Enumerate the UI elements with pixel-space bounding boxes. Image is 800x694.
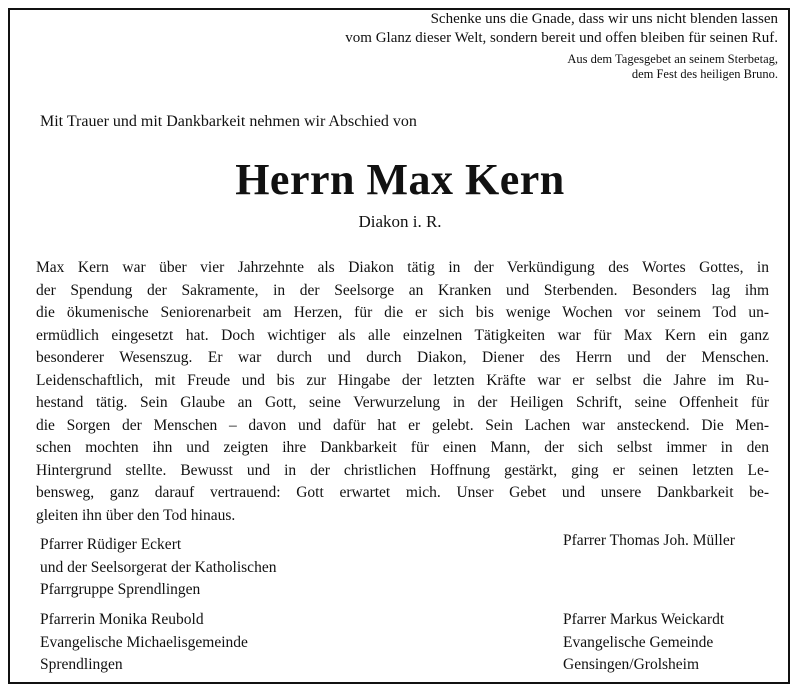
body-line: der Spendung der Sakramente, in der Seelsorge an Kranken und Sterbenden. Besonders lag ihm [36, 281, 769, 299]
deceased-name: Herrn Max Kern [235, 155, 565, 204]
signatory-line: Pfarrer Markus Weickardt [563, 611, 725, 628]
motto-source-line: dem Fest des heiligen Bruno. [631, 67, 778, 81]
signatory-line: Sprendlingen [40, 656, 123, 673]
body-line: Max Kern war über vier Jahrzehnte als Diakon tätig in der Verkündigung des Wortes Gottes, in [36, 259, 769, 276]
body-line: besonderer Wesenszug. Er war durch und durch Diakon, Diener des Herrn und der Menschen. [36, 349, 769, 366]
body-line: bensweg, ganz darauf vertrauend: Gott erwartet mich. Unser Gebet und unsere Dankbarkeit be- [36, 484, 769, 501]
signatory-weickardt [563, 609, 724, 677]
signatory-line: Pfarrer Thomas Joh. Müller [563, 532, 735, 549]
motto-quote [345, 10, 778, 48]
motto-line: vom Glanz dieser Welt, sondern bereit und offen bleiben für seinen Ruf. [345, 30, 778, 46]
body-line: die Sorgen der Menschen – davon und dafür hat er gelebt. Sein Lachen war ansteckend. Die Men- [36, 416, 769, 434]
signatory-line: Evangelische Gemeinde [563, 633, 714, 651]
body-line: Hintergrund stellte. Bewusst und in der christlichen Hoffnung gestärkt, ging er seinen letzten Le- [36, 461, 769, 479]
body-line: schen mochten ihn und zeigten ihre Dankbarkeit für einen Mann, der sich selbst immer in den [36, 439, 769, 456]
body-line: die ökumenische Seniorenarbeit am Herzen, für die er sich bis wenige Wochen vor seinem Tod un- [36, 304, 769, 321]
motto-source [567, 52, 778, 82]
body-line: Leidenschaftlich, mit Freude und bis zur Hingabe der letzten Kräfte war er selbst die Jahre im Ru- [36, 371, 769, 389]
signatory-mueller [563, 530, 735, 553]
signatory-line: Evangelische Michaelisgemeinde [40, 633, 248, 651]
signatory-reubold [40, 609, 248, 677]
body-line: hestand tätig. Sein Glaube an Gott, seine Verwurzelung in der Heiligen Schrift, seine Offenheit für [36, 394, 769, 411]
signatory-line: und der Seelsorgerat der Katholischen [40, 558, 277, 576]
body-line: ermüdlich eingesetzt hat. Doch wichtiger als alle einzelnen Tätigkeiten war für Max Kern ein ganz [36, 326, 769, 344]
signatory-line: Pfarrgruppe Sprendlingen [40, 581, 201, 598]
motto-line: Schenke uns die Gnade, dass wir uns nicht blenden lassen [430, 11, 778, 27]
signatory-line: Pfarrerin Monika Reubold [40, 611, 204, 628]
signatory-line: Pfarrer Rüdiger Eckert [40, 536, 182, 553]
signatory-line: Gensingen/Grolsheim [563, 656, 700, 673]
obituary-body [36, 257, 769, 527]
signatory-catholic [40, 534, 276, 602]
intro-text: Mit Trauer und mit Dankbarkeit nehmen wir Abschied von [40, 113, 417, 130]
deceased-title: Diakon i. R. [358, 212, 442, 231]
motto-source-line: Aus dem Tagesgebet an seinem Sterbetag, [567, 52, 778, 66]
body-line: gleiten ihn über den Tod hinaus. [36, 506, 236, 524]
